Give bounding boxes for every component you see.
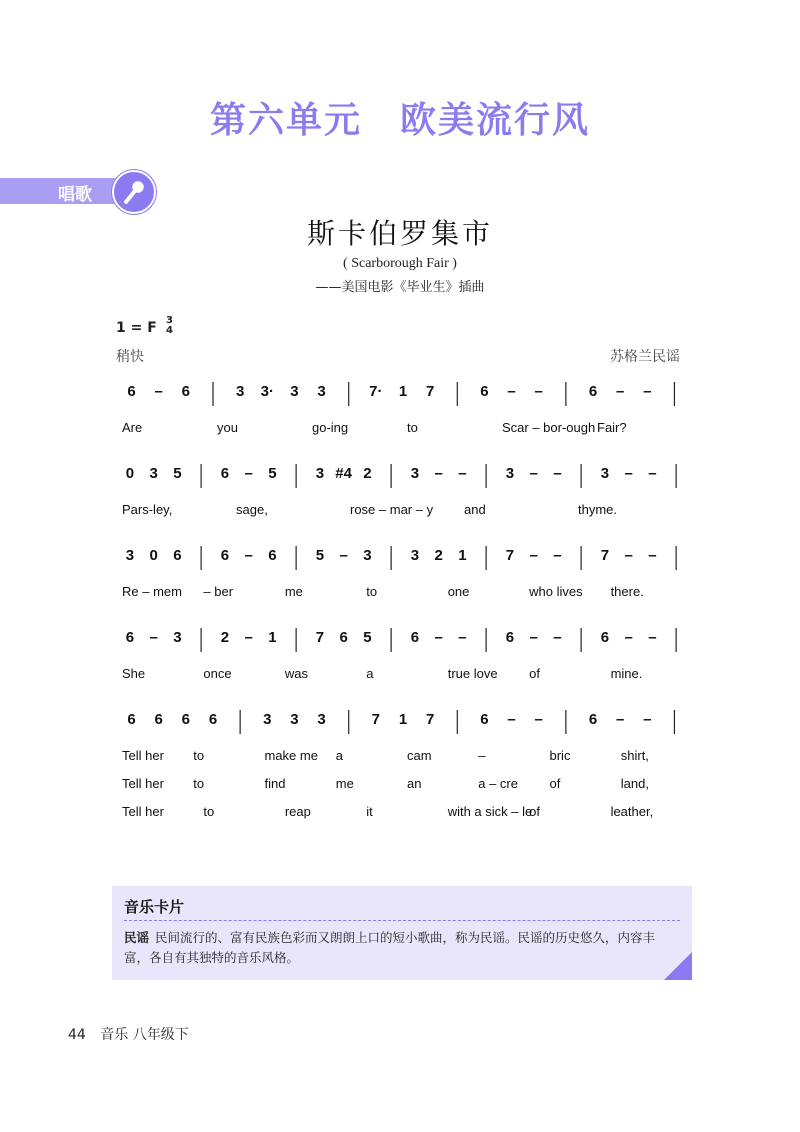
lyric-word: me bbox=[335, 776, 354, 791]
lyric-word: – ber bbox=[203, 584, 234, 599]
music-card-text: 民间流行的、富有民族色彩而又朗朗上口的短小歌曲，称为民谣。民谣的历史悠久，内容丰富，各自有其独特的音乐风格。 bbox=[124, 930, 656, 965]
note: 3 bbox=[263, 711, 272, 728]
lyric-word: to bbox=[366, 584, 378, 599]
note: 7 bbox=[371, 711, 381, 728]
lyric-word: thyme. bbox=[578, 502, 618, 517]
lyric-word: to bbox=[193, 776, 205, 791]
book-title: 音乐 八年级下 bbox=[100, 1027, 189, 1043]
music-card-divider bbox=[124, 920, 680, 921]
note: 1 bbox=[398, 711, 408, 728]
note: 6 bbox=[588, 711, 598, 728]
song-title: 斯卡伯罗集市 bbox=[306, 217, 493, 250]
note: – bbox=[244, 465, 253, 482]
note: – bbox=[648, 465, 657, 482]
note: 6 bbox=[480, 711, 489, 728]
note: – bbox=[643, 711, 652, 728]
note: 3 bbox=[315, 465, 325, 482]
song-subtitle: ( Scarborough Fair ) bbox=[343, 256, 457, 271]
lyric-word: Fair? bbox=[597, 420, 627, 435]
lyric-word: – bbox=[478, 748, 486, 763]
tempo-marking: 稍快 bbox=[116, 349, 144, 365]
note: 6 bbox=[181, 383, 191, 400]
lyric-word: mine. bbox=[610, 666, 643, 681]
note: – bbox=[507, 383, 516, 400]
note: – bbox=[458, 629, 467, 646]
note: 6 bbox=[588, 383, 598, 400]
lyric-word: with a sick – le bbox=[447, 804, 533, 819]
section-label: 唱歌 bbox=[58, 185, 92, 205]
note: 6 bbox=[181, 711, 191, 728]
note: 1 bbox=[458, 547, 467, 564]
note: 6 bbox=[410, 629, 420, 646]
note: 0 bbox=[125, 465, 135, 482]
note: 2 bbox=[434, 547, 443, 564]
unit-title: 第六单元 欧美流行风 bbox=[209, 100, 590, 141]
note: 3 bbox=[363, 547, 372, 564]
note: 6 bbox=[480, 383, 489, 400]
note: 3 bbox=[600, 465, 610, 482]
lyric-word: sage, bbox=[236, 502, 268, 517]
music-card-term: 民谣 bbox=[124, 930, 150, 945]
note: #4 bbox=[335, 465, 352, 482]
lyric-word: who lives bbox=[529, 584, 583, 599]
note: – bbox=[648, 629, 657, 646]
note: 5 bbox=[363, 629, 372, 646]
note: – bbox=[244, 547, 253, 564]
note: – bbox=[507, 711, 516, 728]
note: 7 bbox=[505, 547, 515, 564]
note: 6 bbox=[173, 547, 182, 564]
note: 6 bbox=[339, 629, 348, 646]
note: 3 bbox=[290, 711, 299, 728]
lyric-word: a – cre bbox=[478, 776, 518, 791]
note: – bbox=[624, 629, 633, 646]
note: 3 bbox=[235, 383, 245, 400]
note: 7 bbox=[425, 711, 435, 728]
note: 3 bbox=[125, 547, 135, 564]
note: – bbox=[529, 629, 538, 646]
lyric-word: there. bbox=[610, 584, 644, 599]
note: 3 bbox=[505, 465, 515, 482]
note: – bbox=[615, 383, 625, 400]
card-corner-decoration bbox=[664, 952, 692, 980]
lyric-word: go-ing bbox=[312, 420, 349, 435]
lyric-word: once bbox=[203, 666, 232, 681]
lyric-word: to bbox=[193, 748, 205, 763]
note: 3 bbox=[317, 711, 326, 728]
lyric-word: find bbox=[264, 776, 286, 791]
note: – bbox=[339, 547, 348, 564]
lyric-word: rose – mar – y bbox=[350, 502, 434, 517]
lyric-word: Scar – bor-ough bbox=[502, 420, 596, 435]
time-bottom: 4 bbox=[166, 325, 173, 336]
lyric-word: make me bbox=[264, 748, 318, 763]
lyric-word: a bbox=[366, 666, 374, 681]
note: 6 bbox=[125, 629, 135, 646]
note: – bbox=[154, 383, 163, 400]
lyric-word: She bbox=[122, 666, 146, 681]
key-signature: 1 = F bbox=[116, 320, 157, 336]
lyric-word: leather, bbox=[610, 804, 654, 819]
music-card bbox=[112, 886, 692, 980]
note: – bbox=[434, 465, 443, 482]
note: 7 bbox=[600, 547, 610, 564]
lyric-word: Are bbox=[122, 420, 143, 435]
note: – bbox=[624, 465, 633, 482]
note: 6 bbox=[600, 629, 610, 646]
lyric-word: you bbox=[217, 420, 238, 435]
note: 1 bbox=[398, 383, 408, 400]
note: 5 bbox=[173, 465, 182, 482]
lyric-word: bric bbox=[549, 748, 571, 763]
note: – bbox=[149, 629, 158, 646]
time-top: 3 bbox=[166, 315, 173, 326]
lyric-word: Tell her bbox=[122, 776, 164, 791]
note: 5 bbox=[315, 547, 325, 564]
note: 3· bbox=[260, 383, 274, 400]
page-number: 44 bbox=[68, 1027, 86, 1043]
song-source: ——美国电影《毕业生》插曲 bbox=[315, 280, 485, 295]
note: 7· bbox=[369, 383, 383, 400]
lyric-word: of bbox=[529, 666, 540, 681]
note: 6 bbox=[127, 383, 136, 400]
note: – bbox=[244, 629, 253, 646]
lyric-word: was bbox=[284, 666, 308, 681]
note: – bbox=[615, 711, 625, 728]
note: 6 bbox=[127, 711, 136, 728]
lyric-word: and bbox=[464, 502, 486, 517]
note: – bbox=[534, 711, 543, 728]
music-card-title: 音乐卡片 bbox=[124, 898, 185, 916]
note: – bbox=[643, 383, 652, 400]
note: 3 bbox=[173, 629, 182, 646]
note: 6 bbox=[154, 711, 163, 728]
note: 6 bbox=[505, 629, 515, 646]
note: 1 bbox=[268, 629, 277, 646]
note: – bbox=[458, 465, 467, 482]
note: – bbox=[529, 465, 538, 482]
lyric-word: to bbox=[203, 804, 215, 819]
note: – bbox=[534, 383, 543, 400]
note: 7 bbox=[315, 629, 325, 646]
note: 3 bbox=[149, 465, 158, 482]
note: 7 bbox=[425, 383, 435, 400]
note: – bbox=[553, 629, 562, 646]
note: 6 bbox=[268, 547, 277, 564]
lyric-word: true love bbox=[447, 666, 498, 681]
lyric-word: it bbox=[366, 804, 373, 819]
note: 2 bbox=[220, 629, 230, 646]
note: 3 bbox=[410, 547, 420, 564]
lyric-word: Tell her bbox=[122, 748, 164, 763]
note: – bbox=[648, 547, 657, 564]
lyric-word: me bbox=[284, 584, 303, 599]
lyric-word: shirt, bbox=[620, 748, 649, 763]
note: 3 bbox=[290, 383, 299, 400]
note: – bbox=[529, 547, 538, 564]
note: 3 bbox=[317, 383, 326, 400]
lyric-word: of bbox=[529, 804, 540, 819]
note: 6 bbox=[208, 711, 218, 728]
note: 0 bbox=[149, 547, 158, 564]
lyric-word: Tell her bbox=[122, 804, 164, 819]
lyric-word: to bbox=[407, 420, 418, 435]
music-card-body bbox=[124, 928, 680, 968]
note: 3 bbox=[410, 465, 420, 482]
page-footer bbox=[68, 1024, 189, 1044]
lyric-word: of bbox=[549, 776, 561, 791]
note: 2 bbox=[363, 465, 372, 482]
song-origin: 苏格兰民谣 bbox=[610, 349, 680, 365]
note: – bbox=[624, 547, 633, 564]
lyric-word: Re – mem bbox=[122, 584, 182, 599]
note: 6 bbox=[220, 465, 230, 482]
lyric-word: one bbox=[447, 584, 470, 599]
note: – bbox=[553, 465, 562, 482]
lyric-word: cam bbox=[407, 748, 432, 763]
lyric-word: Pars-ley, bbox=[122, 502, 173, 517]
note: – bbox=[553, 547, 562, 564]
note: 5 bbox=[268, 465, 277, 482]
lyric-word: land, bbox=[620, 776, 649, 791]
lyric-word: a bbox=[335, 748, 343, 763]
note: 6 bbox=[220, 547, 230, 564]
note: – bbox=[434, 629, 443, 646]
lyric-word: an bbox=[407, 776, 422, 791]
lyric-word: reap bbox=[284, 804, 311, 819]
